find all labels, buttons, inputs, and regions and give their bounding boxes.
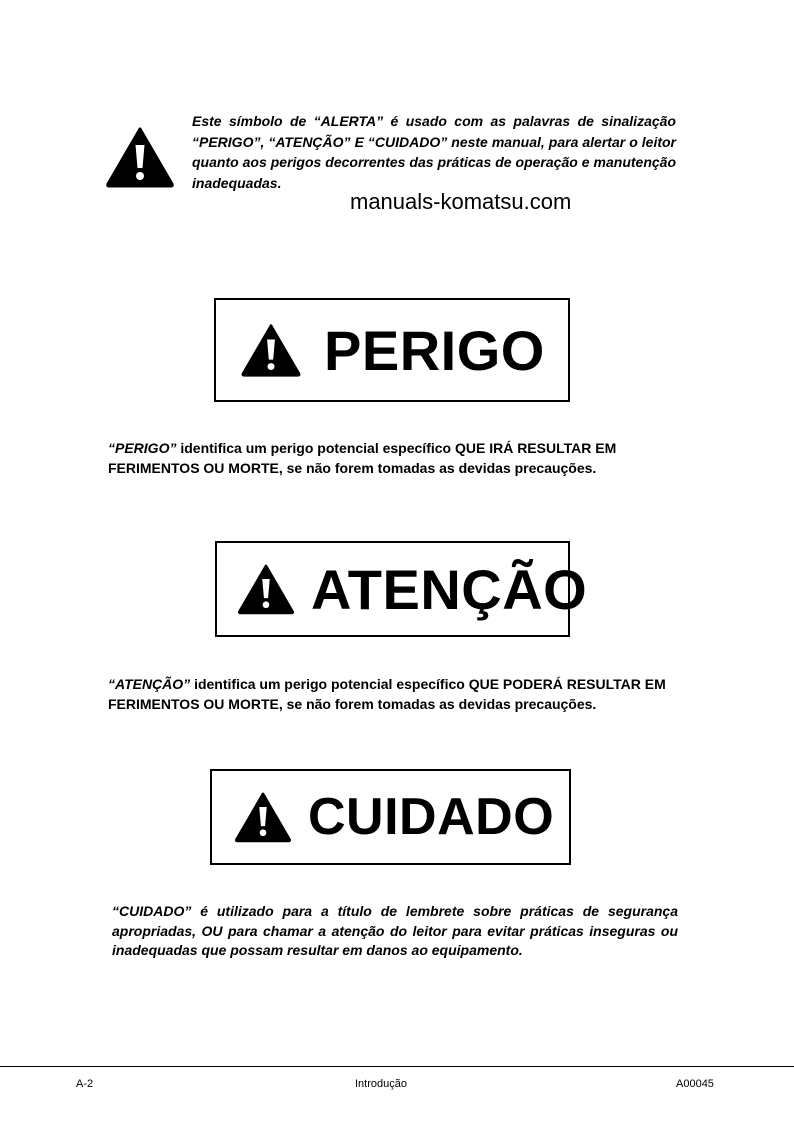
desc-perigo-quoted: “PERIGO” (108, 440, 177, 456)
footer-section-title: Introdução (355, 1078, 407, 1090)
desc-perigo-text: identifica um perigo potencial específico QUE IRÁ RESULTAR EM FERIMENTOS OU MORTE, se não forem tomadas as devidas precauções. (108, 440, 617, 476)
desc-atencao-quoted: “ATENÇÃO” (108, 676, 191, 692)
desc-atencao-text: identifica um perigo potencial específico QUE PODERÁ RESULTAR EM FERIMENTOS OU MORTE, se não forem tomadas as devidas precauções. (108, 676, 666, 712)
sign-word-cuidado: CUIDADO (308, 788, 555, 846)
watermark: manuals-komatsu.com (350, 189, 572, 214)
warning-triangle-icon (240, 323, 302, 377)
footer-page-number: A-2 (76, 1078, 94, 1090)
sign-cuidado (210, 769, 571, 865)
sign-word-perigo: PERIGO (324, 318, 545, 382)
footer-doc-code: A00045 (676, 1078, 714, 1090)
sign-perigo (214, 298, 570, 402)
alert-intro-text: Este símbolo de “ALERTA” é usado com as palavras de sinalização “PERIGO”, “ATENÇÃO” E “CUIDADO” neste manual, para alertar o leitor quanto aos perigos decorrentes das práticas de operação e manutenção inadequadas. (192, 113, 676, 191)
sign-atencao (215, 541, 588, 637)
desc-atencao (108, 675, 680, 714)
warning-triangle-icon (237, 563, 295, 615)
sign-word-atencao: ATENÇÃO (311, 557, 588, 621)
desc-perigo (108, 439, 680, 478)
desc-cuidado: “CUIDADO” é utilizado para a título de lembrete sobre práticas de segurança apropriadas, OU para chamar a atenção do leitor para evitar práticas inseguras ou inadequadas que possam resultar em danos ao equipamento. (112, 903, 678, 958)
alert-symbol-icon (105, 126, 175, 188)
footer-rule (0, 1066, 794, 1067)
warning-triangle-icon (234, 791, 292, 843)
